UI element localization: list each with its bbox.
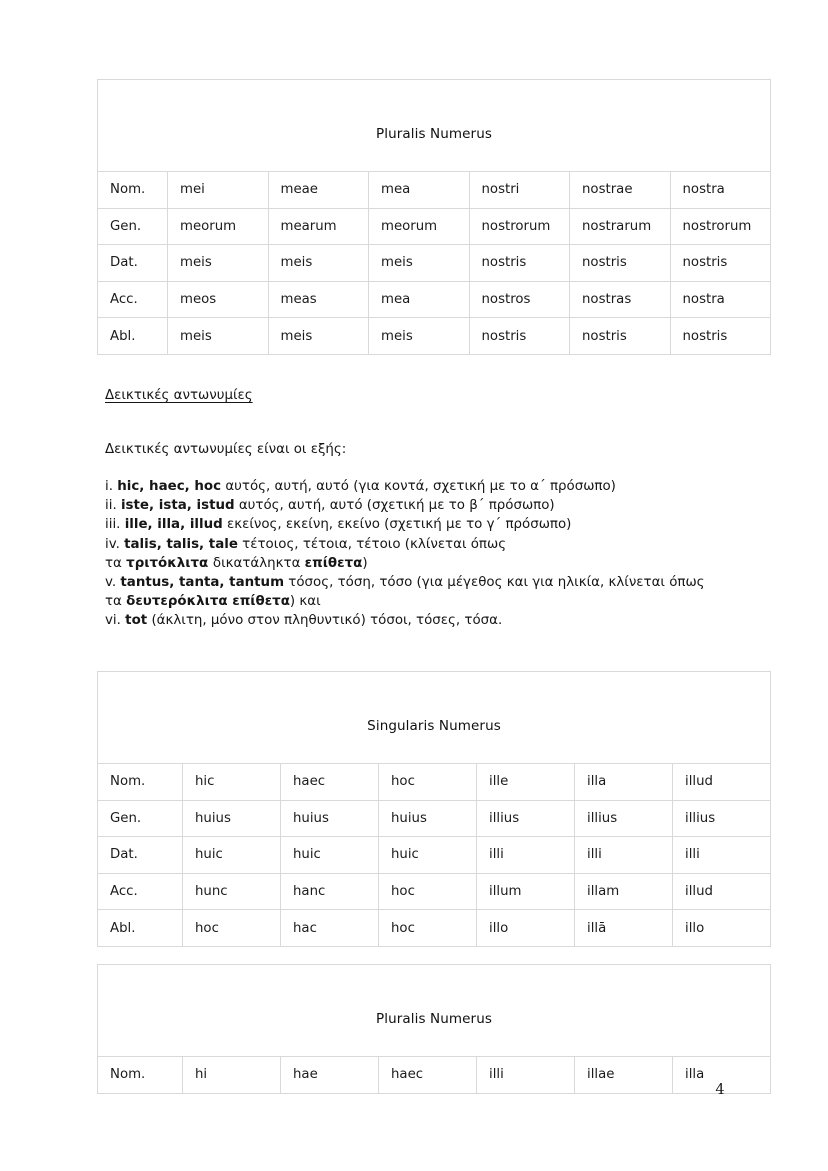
form-cell: illi [477, 1057, 575, 1094]
form-cell: haec [281, 764, 379, 801]
item-latin: ille, illa, illud [124, 517, 223, 533]
form-cell: illi [673, 837, 771, 874]
item-gloss: αυτός, αυτή, αυτό (για κοντά, σχετική με το α΄ πρόσωπο) [221, 479, 616, 494]
form-cell: illo [673, 910, 771, 947]
form-cell: nostras [570, 281, 671, 318]
form-cell: illae [575, 1057, 673, 1094]
table-row [98, 837, 771, 874]
item-gloss: (άκλιτη, μόνο στον πληθυντικό) τόσοι, τόσες, τόσα. [147, 613, 503, 629]
item-marker: iv. [105, 536, 125, 552]
form-cell: nostrarum [570, 208, 671, 245]
item-marker: vi. [105, 613, 126, 629]
form-cell: meorum [168, 208, 269, 245]
form-cell: nostros [469, 281, 570, 318]
form-cell: illi [477, 837, 575, 874]
item-latin: tot [125, 613, 148, 629]
form-cell: hae [281, 1057, 379, 1094]
form-cell: meae [268, 172, 369, 209]
list-item [105, 573, 785, 592]
form-cell: huic [281, 837, 379, 874]
item-gloss: τα [105, 555, 127, 571]
form-cell: mea [369, 172, 470, 209]
section-heading: Δεικτικές αντωνυμίες [105, 388, 253, 403]
table-row [98, 1057, 771, 1094]
item-latin: hic, haec, hoc [117, 479, 222, 494]
form-cell: meas [268, 281, 369, 318]
table-body [98, 80, 771, 355]
form-cell: huius [183, 800, 281, 837]
table-body [98, 672, 771, 947]
form-cell: nostrorum [670, 208, 771, 245]
item-term-bold: τριτόκλιτα [126, 555, 213, 571]
form-cell: illud [673, 764, 771, 801]
form-cell: meis [268, 245, 369, 282]
form-cell: mei [168, 172, 269, 209]
intro-paragraph: Δεικτικές αντωνυμίες είναι οι εξής: [105, 442, 347, 457]
case-label: Abl. [98, 318, 168, 355]
form-cell: nostra [670, 172, 771, 209]
form-cell: huius [379, 800, 477, 837]
item-gloss: ) και [289, 594, 321, 610]
form-cell: illius [477, 800, 575, 837]
table-title: Pluralis Numerus [98, 965, 771, 1057]
table-row [98, 245, 771, 282]
table-title-row [98, 80, 771, 172]
case-label: Nom. [98, 1057, 183, 1094]
table-title: Singularis Numerus [98, 672, 771, 764]
form-cell: illius [673, 800, 771, 837]
page-number: 4 [715, 1082, 725, 1098]
case-label: Dat. [98, 837, 183, 874]
form-cell: meis [369, 245, 470, 282]
form-cell: hunc [183, 873, 281, 910]
form-cell: nostra [670, 281, 771, 318]
form-cell: meis [369, 318, 470, 355]
form-cell: nostris [570, 318, 671, 355]
form-cell: nostri [469, 172, 570, 209]
form-cell: hoc [379, 910, 477, 947]
case-label: Dat. [98, 245, 168, 282]
pronoun-list [105, 477, 785, 631]
form-cell: huius [281, 800, 379, 837]
list-item [105, 592, 785, 611]
form-cell: mea [369, 281, 470, 318]
item-gloss: εκείνος, εκείνη, εκείνο (σχετική με το γ΄ πρόσωπο) [222, 517, 572, 533]
table-row [98, 208, 771, 245]
item-term-bold: επίθετα [304, 555, 363, 571]
form-cell: huic [183, 837, 281, 874]
form-cell: hac [281, 910, 379, 947]
list-item [105, 515, 785, 534]
list-item [105, 477, 785, 496]
form-cell: meorum [369, 208, 470, 245]
table-title-row [98, 672, 771, 764]
item-marker: v. [105, 575, 121, 591]
list-item [105, 535, 785, 554]
form-cell: hanc [281, 873, 379, 910]
case-label: Acc. [98, 281, 168, 318]
form-cell: illam [575, 873, 673, 910]
declension-table-sing-hic [97, 671, 771, 947]
form-cell: ille [477, 764, 575, 801]
form-cell: haec [379, 1057, 477, 1094]
form-cell: meos [168, 281, 269, 318]
case-label: Nom. [98, 764, 183, 801]
form-cell: hic [183, 764, 281, 801]
list-item [105, 496, 785, 515]
declension-table-plural-hic [97, 964, 771, 1094]
table-row [98, 172, 771, 209]
item-latin: talis, talis, tale [124, 536, 238, 552]
item-gloss: ) [362, 555, 368, 571]
case-label: Acc. [98, 873, 183, 910]
form-cell: nostris [670, 318, 771, 355]
table-title: Pluralis Numerus [98, 80, 771, 172]
case-label: Gen. [98, 208, 168, 245]
case-label: Abl. [98, 910, 183, 947]
form-cell: huic [379, 837, 477, 874]
item-gloss: τόσος, τόση, τόσο (για μέγεθος και για ηλικία, κλίνεται όπως [284, 575, 705, 591]
table-row [98, 800, 771, 837]
form-cell: illā [575, 910, 673, 947]
case-label: Gen. [98, 800, 183, 837]
table-row [98, 910, 771, 947]
item-marker: ii. [105, 498, 121, 514]
form-cell: hoc [379, 873, 477, 910]
list-item [105, 554, 785, 573]
form-cell: illum [477, 873, 575, 910]
table-row [98, 764, 771, 801]
item-latin: iste, ista, istud [120, 498, 235, 514]
table-body [98, 965, 771, 1094]
form-cell: hi [183, 1057, 281, 1094]
form-cell: meis [168, 318, 269, 355]
form-cell: illius [575, 800, 673, 837]
form-cell: nostrae [570, 172, 671, 209]
form-cell: illa [575, 764, 673, 801]
item-gloss: αυτός, αυτή, αυτό (σχετική με το β΄ πρόσωπο) [234, 498, 555, 514]
table-row [98, 281, 771, 318]
list-item [105, 611, 785, 630]
form-cell: illi [575, 837, 673, 874]
form-cell: nostris [469, 318, 570, 355]
item-marker: iii. [105, 517, 125, 533]
form-cell: nostris [670, 245, 771, 282]
form-cell: meis [268, 318, 369, 355]
form-cell: illa [673, 1057, 771, 1094]
item-marker: i. [105, 479, 118, 494]
case-label: Nom. [98, 172, 168, 209]
item-gloss: δικατάληκτα [212, 555, 305, 571]
form-cell: hoc [379, 764, 477, 801]
declension-table-plural-mei [97, 79, 771, 355]
form-cell: illo [477, 910, 575, 947]
form-cell: meis [168, 245, 269, 282]
form-cell: nostrorum [469, 208, 570, 245]
item-latin: tantus, tanta, tantum [120, 575, 285, 591]
item-term-bold: δευτερόκλιτα επίθετα [126, 594, 290, 610]
form-cell: nostris [469, 245, 570, 282]
item-gloss: τέτοιος, τέτοια, τέτοιο (κλίνεται όπως [237, 536, 507, 552]
table-row [98, 873, 771, 910]
form-cell: illud [673, 873, 771, 910]
form-cell: nostris [570, 245, 671, 282]
item-gloss: τα [105, 594, 127, 610]
form-cell: hoc [183, 910, 281, 947]
table-title-row [98, 965, 771, 1057]
table-row [98, 318, 771, 355]
form-cell: mearum [268, 208, 369, 245]
